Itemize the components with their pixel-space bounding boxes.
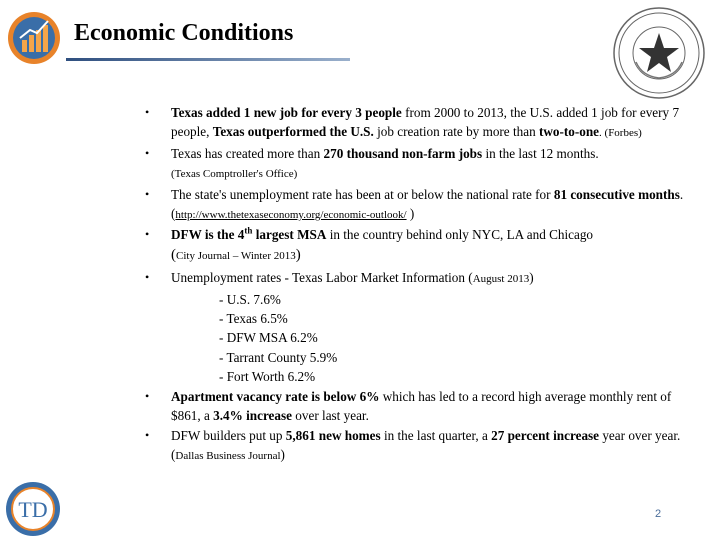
bullet-marker: • (145, 227, 150, 242)
bold-text: DFW is the 4 (171, 227, 245, 243)
bullet-marker: • (145, 270, 150, 285)
bullet-marker: • (145, 145, 150, 160)
text: DFW builders put up (171, 427, 286, 443)
bullet-marker: • (145, 105, 150, 119)
bullet-new-homes (145, 426, 697, 467)
bold-text: 5,861 new homes (285, 427, 381, 443)
source-text: Dallas Business Journal (175, 449, 281, 462)
source-text: (Texas Comptroller's Office) (171, 168, 298, 181)
text: ( (171, 246, 176, 263)
bullet-marker: • (145, 388, 150, 403)
bullet-marker: • (145, 427, 150, 442)
bullet-list (145, 103, 697, 466)
text: job creation rate by more than (373, 124, 539, 140)
bullet-marker: • (145, 186, 150, 201)
bold-text: 3.4% increase (213, 408, 292, 424)
bold-text: 81 consecutive months (553, 186, 680, 202)
bold-text: largest MSA (252, 227, 327, 243)
source-text: . (Forbes) (599, 127, 642, 140)
rate-line: - Texas 6.5% (219, 311, 288, 327)
bold-text: 270 thousand non-farm jobs (323, 145, 483, 161)
text: The state's unemployment rate has been at or below the national rate for (171, 186, 554, 202)
text: in the country behind only NYC, LA and Chicago (326, 227, 594, 243)
svg-text:TD: TD (18, 497, 48, 522)
text: ) (280, 446, 285, 462)
text: year over year. ( (171, 427, 681, 462)
text: . ( (171, 186, 684, 222)
rate-line: - Tarrant County 5.9% (219, 349, 338, 365)
page-title: Economic Conditions (74, 20, 294, 46)
bold-text: Texas outperformed the U.S. (212, 124, 374, 140)
bold-text: two-to-one (538, 124, 600, 140)
economy-outlook-link[interactable]: http://www.thetexaseconomy.org/economic-outlook/ (175, 209, 407, 222)
text: Texas has created more than (171, 145, 324, 161)
text: in the last quarter, a (380, 427, 492, 443)
text: ) (295, 246, 301, 263)
source-text: City Journal – Winter 2013 (176, 249, 296, 262)
source-text: August 2013 (472, 273, 530, 286)
text: over last year. (292, 408, 369, 424)
td-logo-icon (4, 480, 62, 538)
page-number: 2 (655, 508, 662, 520)
text: Unemployment rates - Texas Labor Market Information ( (171, 270, 473, 286)
bullet-unemployment-rates (145, 268, 697, 386)
texas-state-seal-icon (612, 6, 706, 100)
text: ) (406, 206, 415, 222)
bullet-unemployment-streak (145, 185, 697, 226)
bullet-nonfarm-jobs (145, 144, 697, 185)
bold-text: Apartment vacancy rate is below 6% (171, 388, 380, 404)
bold-text: Texas added 1 new job for every 3 people (171, 105, 402, 120)
bullet-job-growth (145, 103, 697, 144)
text: in the last 12 months. (482, 145, 599, 161)
rate-line: - Fort Worth 6.2% (219, 369, 316, 385)
text: which has led to a record high average monthly rent of $861, a (171, 388, 672, 424)
superscript: th (244, 226, 253, 237)
rate-line: - DFW MSA 6.2% (219, 330, 318, 346)
bold-text: 27 percent increase (491, 427, 600, 443)
rate-line: - U.S. 7.6% (219, 291, 281, 307)
text: from 2000 to 2013, the U.S. added 1 job for every 7 people, (171, 105, 680, 140)
bar-chart-logo-icon (6, 10, 62, 66)
bullet-dfw-msa (145, 225, 697, 266)
title-underline (66, 58, 350, 61)
text: ) (529, 270, 534, 286)
bullet-apartment-vacancy (145, 387, 697, 426)
